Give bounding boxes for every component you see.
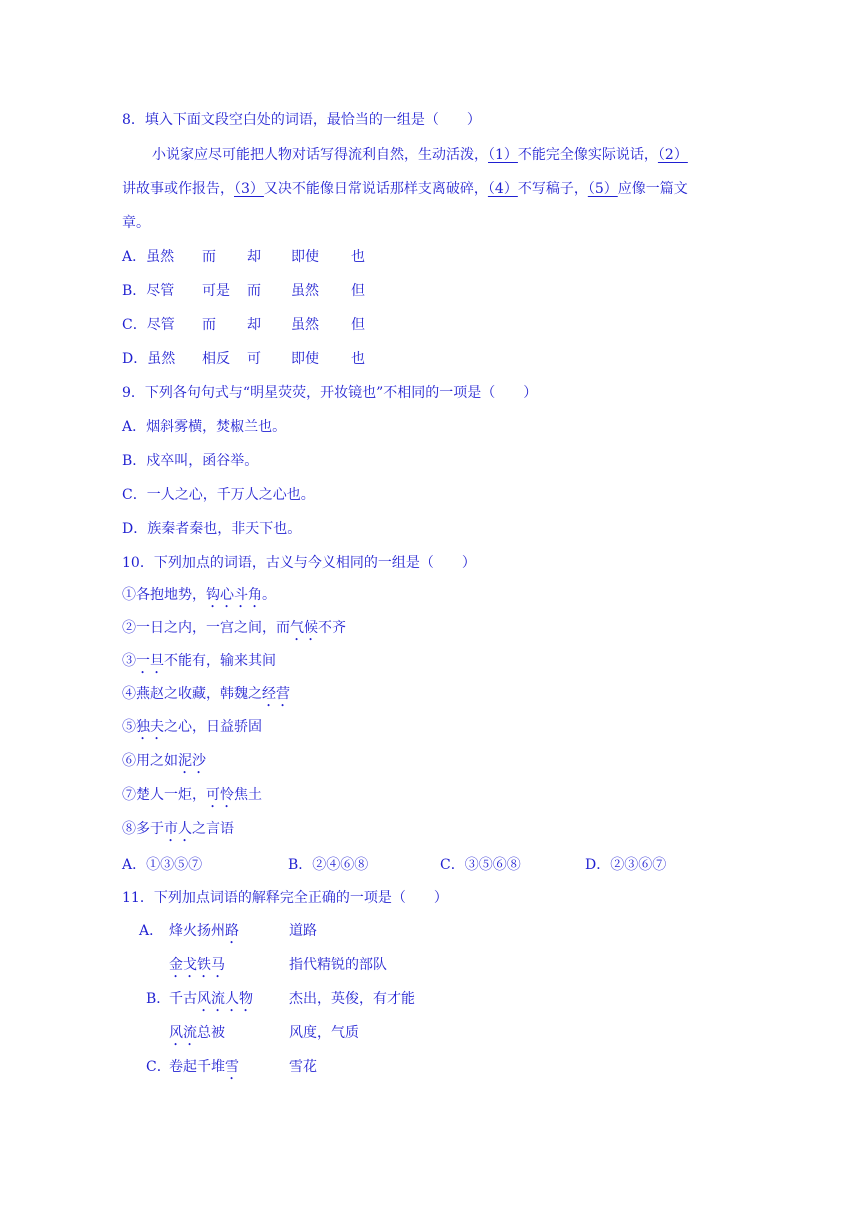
q8-passage-text: 不能完全像实际说话， [517,147,658,163]
q10-item-8: ⑧多于市人之言语 [122,821,234,837]
q10-item-7: ⑦楚人一炬，可怜焦土 [122,787,262,803]
q9-option-c: C．一人之心，千万人之心也。 [122,487,315,503]
q11-option-b-row-1: B．千古风流人物 杰出，英俊，有才能 [146,991,415,1007]
dotted-term: 市人 [164,821,192,837]
q8-option-c: C．尽管 而 却 虽然 但 [122,317,365,333]
q11-option-b-row-2: 风流总被 风度，气质 [169,1025,359,1041]
q10-item-3: ③一旦不能有，输来其间 [122,653,276,669]
dotted-term: 独夫 [136,719,164,735]
dotted-term: 可怜 [206,787,234,803]
q9-stem: 9．下列各句句式与“明星荧荧，开妆镜也”不相同的一项是（ ） [122,385,538,401]
dotted-term: 钩心斗角 [206,587,262,603]
q10-stem: 10．下列加点的词语，古义与今义相同的一组是（ ） [122,555,476,571]
q8-blank-1: （1） [488,147,518,163]
q10-item-5: ⑤独夫之心，日益骄固 [122,719,262,735]
dotted-term: 雪 [225,1059,239,1075]
q8-blank-2: （2） [657,147,688,163]
q8-passage-text: 又决不能像日常说话那样支离破碎， [263,181,488,197]
dotted-term: 金戈铁马 [169,957,225,973]
dotted-term: 气候 [290,620,318,636]
q10-item-2: ②一日之内，一宫之间，而气候不齐 [122,620,346,636]
q10-item-6: ⑥用之如泥沙 [122,753,206,769]
q8-passage-line-3: 章。 [122,215,150,231]
gloss: 杰出，英俊，有才能 [289,991,415,1007]
q9-option-a: A．烟斜雾横，焚椒兰也。 [122,419,287,435]
q8-passage-text: 不写稿子， [517,181,588,197]
q8-option-a: A．虽然 而 却 即使 也 [122,249,365,265]
q10-item-1: ①各抱地势，钩心斗角。 [122,587,276,603]
dotted-term: 经营 [262,686,290,702]
q11-option-a-row-2 [169,955,387,981]
q9-option-d: D．族秦者秦也，非天下也。 [122,521,302,537]
q8-blank-3: （3） [234,181,264,197]
q10-option-a: A．①③⑤⑦ [122,857,203,873]
q8-blank-5: （5） [587,181,618,197]
dotted-term: 一旦 [136,653,164,669]
q10-option-c: C．③⑤⑥⑧ [440,857,521,873]
q10-options [122,855,666,875]
q8-passage-line-2 [122,179,688,199]
gloss: 指代精锐的部队 [289,957,387,973]
q8-blank-4: （4） [487,181,518,197]
q10-option-b: B．②④⑥⑧ [288,857,369,873]
q8-option-b: B．尽管 可是 而 虽然 但 [122,283,365,299]
q8-option-d: D．虽然 相反 可 即使 也 [122,351,365,367]
q10-option-d: D．②③⑥⑦ [585,857,667,873]
dotted-term: 风流 [169,1025,197,1041]
dotted-term: 风流人物 [197,991,253,1007]
q8-passage-text: 应像一篇文 [617,181,688,197]
gloss: 风度，气质 [289,1025,359,1041]
q8-passage-text: 小说家应尽可能把人物对话写得流利自然，生动活泼， [152,147,488,163]
dotted-term: 泥沙 [178,753,206,769]
gloss: 道路 [289,923,317,939]
q8-stem: 8．填入下面文段空白处的词语，最恰当的一组是（ ） [122,112,481,128]
gloss: 雪花 [289,1059,317,1075]
q10-item-4: ④燕赵之收藏，韩魏之经营 [122,686,290,702]
q8-passage-text: 讲故事或作报告， [122,181,234,197]
q11-stem: 11．下列加点词语的解释完全正确的一项是（ ） [122,890,448,906]
q8-passage-line-1 [152,145,688,165]
q9-option-b: B．戍卒叫，函谷举。 [122,453,259,469]
q11-option-c-row-1: C．卷起千堆雪 雪花 [146,1059,317,1075]
dotted-term: 路 [225,923,239,939]
q11-option-a-row-1: A． 烽火扬州路 道路 [139,923,317,939]
